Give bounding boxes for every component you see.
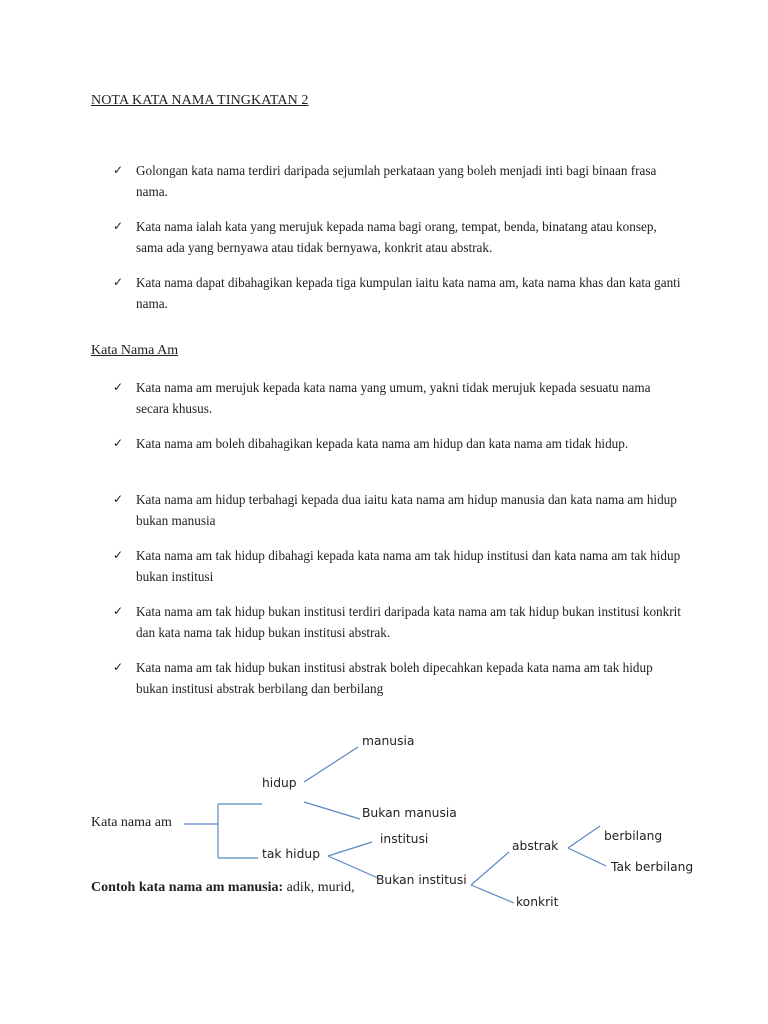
list-item-text: Golongan kata nama terdiri daripada sejumlah perkataan yang boleh menjadi inti bagi binaan frasa nama. — [136, 163, 657, 199]
diagram-node-bukan-institusi: Bukan institusi — [376, 873, 467, 887]
checkmark-icon: ✓ — [113, 219, 124, 233]
example-label: Contoh kata nama am manusia: — [91, 880, 284, 895]
diagram-root-label: Kata nama am — [91, 815, 172, 830]
checkmark-icon: ✓ — [113, 604, 124, 618]
list-item-text: Kata nama am tak hidup dibahagi kepada kata nama am tak hidup institusi dan kata nama am tak hidup bukan institusi — [136, 548, 681, 584]
diagram-node-konkrit: konkrit — [516, 895, 559, 909]
diagram-node-institusi: institusi — [380, 832, 429, 846]
diagram-node-hidup: hidup — [262, 776, 297, 790]
diagram-node-manusia: manusia — [362, 734, 415, 748]
list-item-text: Kata nama ialah kata yang merujuk kepada nama bagi orang, tempat, benda, binatang atau konsep, sama ada yang bernyawa atau tidak bernyawa, konkrit atau abstrak. — [136, 219, 657, 255]
checkmark-icon: ✓ — [113, 163, 124, 177]
connector-line — [471, 852, 509, 885]
diagram-node-tak-hidup: tak hidup — [262, 847, 321, 861]
connector-line — [568, 848, 606, 866]
document-title: NOTA KATA NAMA TINGKATAN 2 — [91, 93, 309, 108]
checkmark-icon: ✓ — [113, 492, 124, 506]
checkmark-icon: ✓ — [113, 380, 124, 394]
list-item-text: Kata nama am merujuk kepada kata nama yang umum, yakni tidak merujuk kepada sesuatu nama secara khusus. — [136, 380, 651, 416]
checkmark-icon: ✓ — [113, 548, 124, 562]
connector-line — [471, 885, 514, 903]
connector-line — [304, 802, 360, 819]
connector-line — [328, 856, 378, 878]
list-item-text: Kata nama am hidup terbahagi kepada dua iaitu kata nama am hidup manusia dan kata nama am hidup bukan manusia — [136, 492, 677, 528]
section-heading: Kata Nama Am — [91, 343, 179, 358]
checkmark-icon: ✓ — [113, 275, 124, 289]
example-value: adik, murid, — [283, 880, 355, 895]
diagram-node-abstrak: abstrak — [512, 839, 559, 853]
list-item-text: Kata nama am tak hidup bukan institusi abstrak boleh dipecahkan kepada kata nama am tak hidup bukan institusi abstrak berbilang dan berbilang — [136, 660, 653, 696]
checkmark-icon: ✓ — [113, 436, 124, 450]
connector-line — [328, 842, 372, 856]
diagram-node-berbilang: berbilang — [604, 829, 663, 843]
list-item-text: Kata nama am boleh dibahagikan kepada kata nama am hidup dan kata nama am tidak hidup. — [136, 436, 629, 451]
connector-line — [304, 747, 358, 782]
diagram-node-bukan-manusia: Bukan manusia — [362, 806, 457, 820]
connector-line — [568, 826, 600, 848]
example-line — [91, 880, 355, 896]
list-item-text: Kata nama dapat dibahagikan kepada tiga kumpulan iaitu kata nama am, kata nama khas dan kata ganti nama. — [136, 275, 681, 311]
list-item-text: Kata nama am tak hidup bukan institusi terdiri daripada kata nama am tak hidup bukan institusi konkrit dan kata nama tak hidup bukan institusi abstrak. — [136, 604, 681, 640]
checkmark-icon: ✓ — [113, 660, 124, 674]
diagram-node-tak-berbilang: Tak berbilang — [611, 860, 694, 874]
